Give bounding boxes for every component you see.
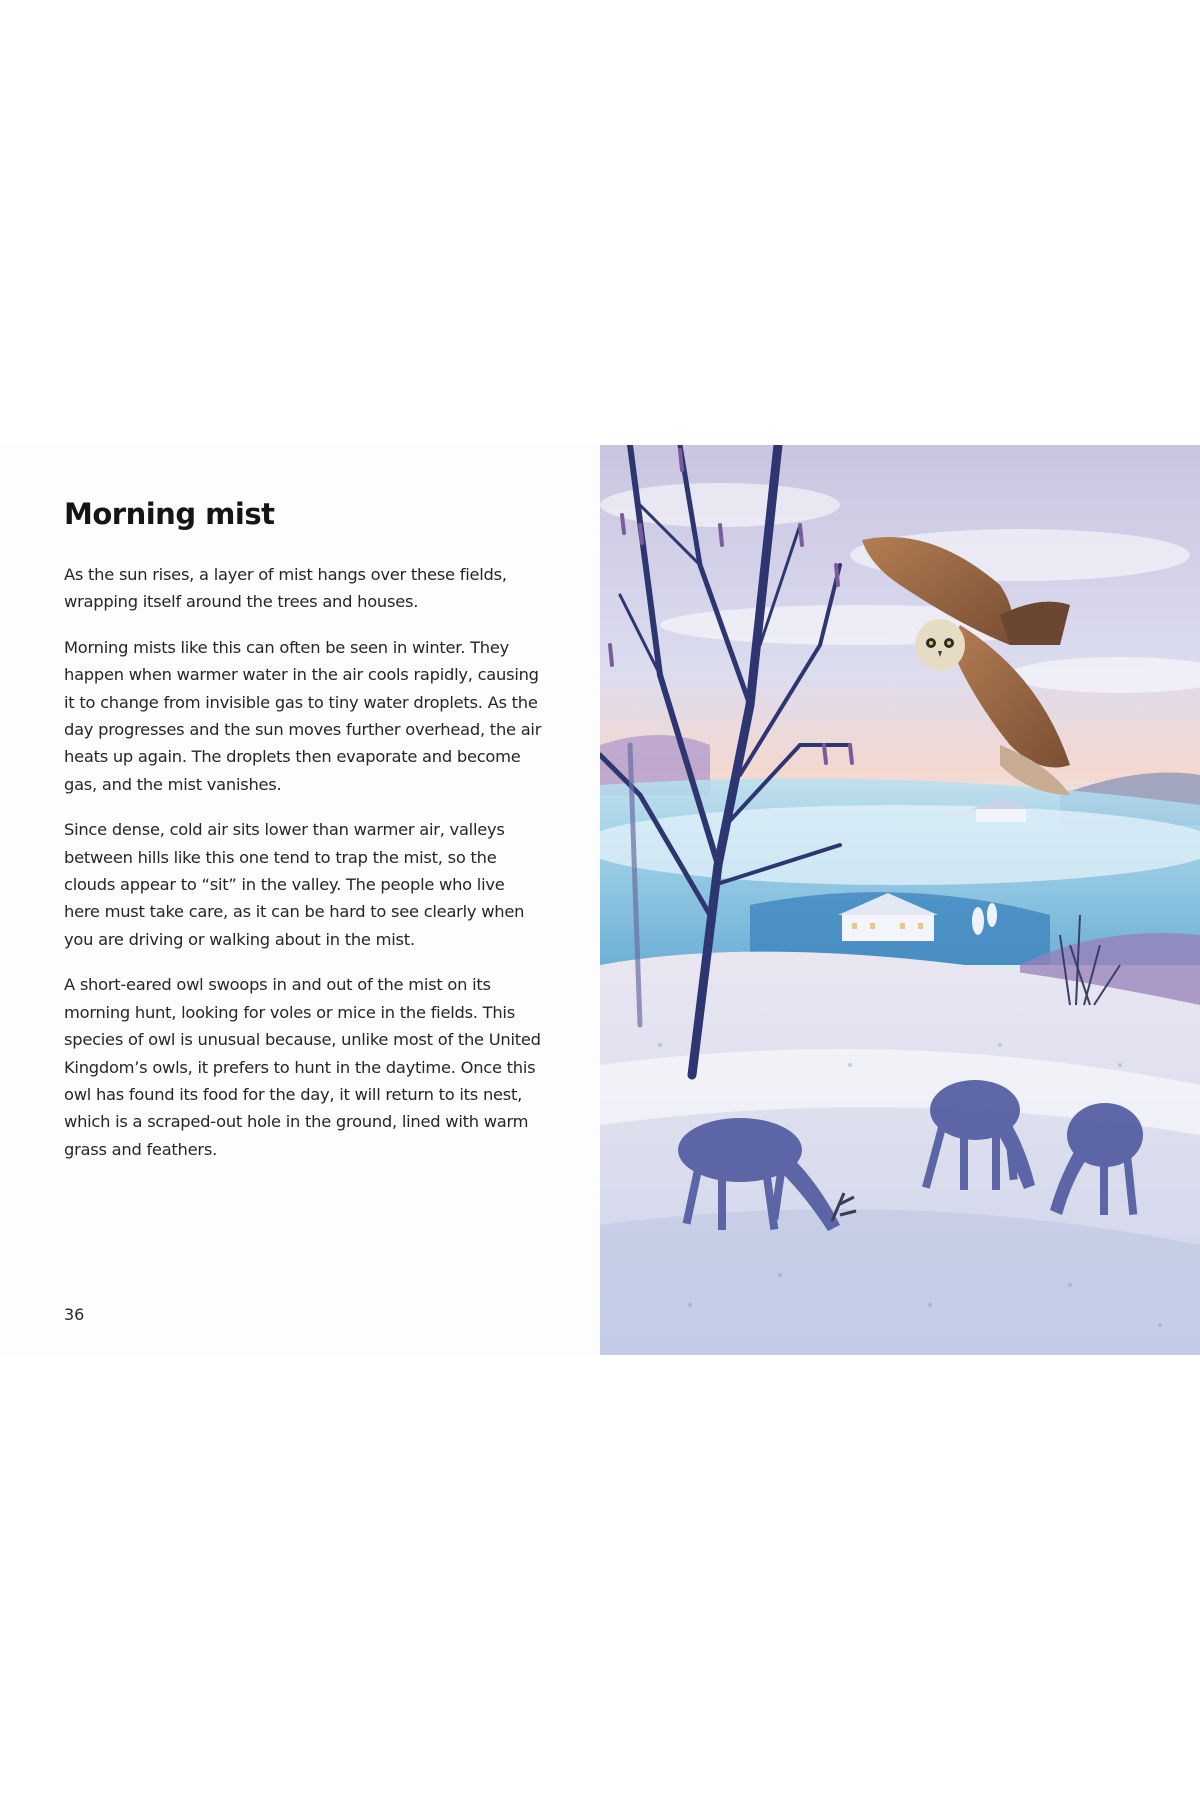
book-spread xyxy=(0,445,1200,1355)
illustration-svg xyxy=(600,445,1200,1355)
page-number: 36 xyxy=(64,1305,85,1324)
page-title: Morning mist xyxy=(64,497,275,531)
body-text xyxy=(64,561,544,1181)
mist-landscape-illustration xyxy=(600,445,1200,1355)
mist-band xyxy=(600,805,1200,885)
paragraph: Morning mists like this can often be seen in winter. They happen when warmer water in the air cools rapidly, causing it to change from invisible gas to tiny water droplets. As the day progresses and the sun moves further overhead, the air heats up again. The droplets then evaporate and become gas, and the mist vanishes. xyxy=(64,637,542,794)
paragraph: As the sun rises, a layer of mist hangs over these fields, wrapping itself around the trees and houses. xyxy=(64,565,507,612)
paragraph: Since dense, cold air sits lower than warmer air, valleys between hills like this one tend to trap the mist, so the clouds appear to “sit” in the valley. The people who live here must take care, as it can be hard to see clearly when you are driving or walking about in the mist. xyxy=(64,820,525,949)
foreground-shadow xyxy=(600,1209,1200,1355)
text-page xyxy=(0,445,600,1355)
paragraph: A short-eared owl swoops in and out of the mist on its morning hunt, looking for voles or mice in the fields. This species of owl is unusual because, unlike most of the United Kingdom’s owls, it prefers to hunt in the daytime. Once this owl has found its food for the day, it will return to its nest, which is a scraped-out hole in the ground, lined with warm grass and feathers. xyxy=(64,975,541,1159)
